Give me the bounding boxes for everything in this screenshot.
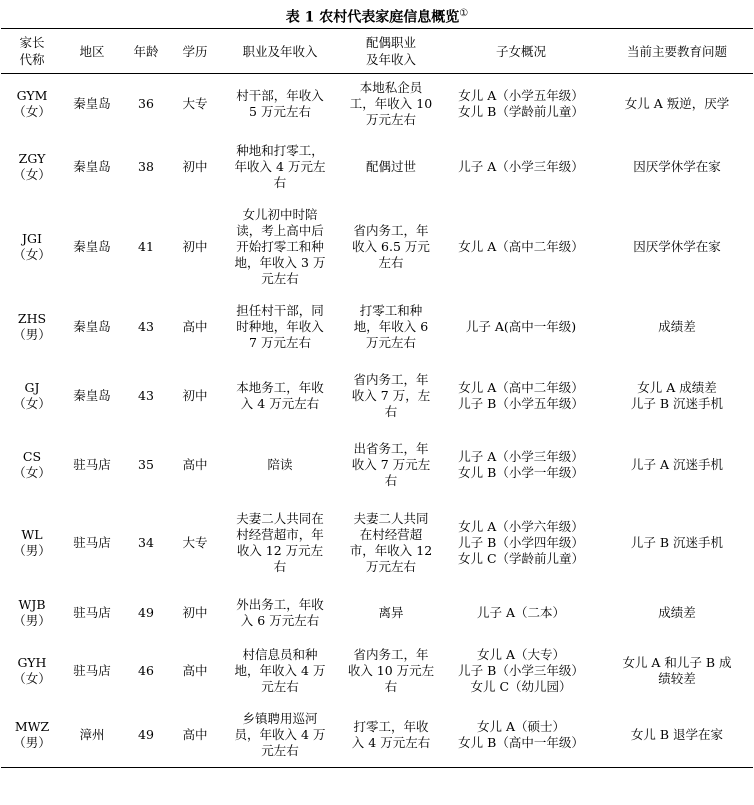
table-row bbox=[1, 294, 753, 360]
cell-text: 万元左右 bbox=[365, 334, 416, 350]
education-cell bbox=[171, 432, 219, 498]
education-cell bbox=[171, 74, 219, 134]
cell-text: （女） bbox=[13, 103, 51, 119]
cell-text: 女儿 A（硕士） bbox=[476, 719, 565, 735]
education-cell bbox=[171, 360, 219, 432]
parent-code-cell bbox=[1, 360, 63, 432]
cell-text: 夫妻二人共同 bbox=[353, 510, 429, 526]
region-cell bbox=[63, 498, 121, 588]
cell-text: 秦皇岛 bbox=[73, 318, 111, 334]
cell-text: 成绩差 bbox=[658, 318, 696, 334]
cell-text: 秦皇岛 bbox=[73, 158, 111, 174]
cell-text: 儿子 B（小学五年级） bbox=[458, 395, 584, 411]
cell-text: 初中 bbox=[182, 387, 208, 403]
cell-text: 年收入 4 万元左 bbox=[234, 158, 326, 174]
cell-text: 漳州 bbox=[79, 727, 105, 743]
cell-text: 入 4 万元左右 bbox=[240, 395, 320, 411]
cell-text: 38 bbox=[138, 158, 154, 174]
spouse-job-income-cell bbox=[341, 704, 441, 768]
cell-text: 出省务工，年 bbox=[353, 440, 429, 456]
cell-text: 7 万元左右 bbox=[249, 334, 311, 350]
cell-text: ZHS bbox=[17, 310, 47, 326]
cell-text: 女儿 B（小学一年级） bbox=[458, 464, 584, 480]
table-row bbox=[1, 432, 753, 498]
region-cell bbox=[63, 134, 121, 200]
cell-text: 高中 bbox=[182, 456, 208, 472]
parent-code-cell bbox=[1, 200, 63, 294]
cell-text: 女儿 A 和儿子 B 成 bbox=[622, 654, 732, 670]
cell-text: 初中 bbox=[182, 158, 208, 174]
children-cell bbox=[441, 588, 601, 638]
cell-text: 女儿 A（高中二年级） bbox=[458, 238, 584, 254]
cell-text: 村经营超市，年 bbox=[236, 526, 324, 542]
age-cell bbox=[121, 432, 171, 498]
cell-text: （女） bbox=[13, 464, 51, 480]
spouse-job-income-cell bbox=[341, 638, 441, 704]
cell-text: 女儿 C（幼儿园） bbox=[470, 678, 572, 694]
cell-text: 开始打零工和种 bbox=[236, 238, 324, 254]
cell-text: 儿子 A(高中一年级) bbox=[465, 318, 577, 334]
children-cell bbox=[441, 134, 601, 200]
age-cell bbox=[121, 704, 171, 768]
region-cell bbox=[63, 294, 121, 360]
spouse-job-income-cell bbox=[341, 294, 441, 360]
parent-code-cell bbox=[1, 74, 63, 134]
cell-text: 儿子 A（小学三年级） bbox=[458, 448, 584, 464]
cell-text: 女儿 B（学龄前儿童） bbox=[458, 103, 584, 119]
cell-text: 因厌学休学在家 bbox=[633, 158, 721, 174]
job-income-cell bbox=[219, 200, 341, 294]
cell-text: GYM bbox=[16, 87, 48, 103]
table-row bbox=[1, 498, 753, 588]
spouse-job-income-cell bbox=[341, 200, 441, 294]
education-issue-cell bbox=[601, 74, 753, 134]
age-cell bbox=[121, 74, 171, 134]
table-row bbox=[1, 704, 753, 768]
cell-text: 驻马店 bbox=[73, 534, 111, 550]
cell-text: 因厌学休学在家 bbox=[633, 238, 721, 254]
cell-text: ZGY bbox=[18, 150, 46, 166]
cell-text: 驻马店 bbox=[73, 604, 111, 620]
education-issue-cell bbox=[601, 134, 753, 200]
cell-text: 女儿 A 叛逆，厌学 bbox=[624, 95, 730, 111]
cell-text: （男） bbox=[13, 612, 51, 628]
cell-text: 高中 bbox=[182, 318, 208, 334]
cell-text: 种地和打零工， bbox=[236, 142, 324, 158]
education-cell bbox=[171, 134, 219, 200]
spouse-job-income-cell bbox=[341, 498, 441, 588]
region-cell bbox=[63, 74, 121, 134]
job-income-cell bbox=[219, 588, 341, 638]
cell-text: 初中 bbox=[182, 238, 208, 254]
education-cell bbox=[171, 704, 219, 768]
column-header bbox=[601, 29, 753, 74]
cell-text: 村干部，年收入 bbox=[236, 87, 324, 103]
cell-text: GYH bbox=[17, 654, 47, 670]
parent-code-cell bbox=[1, 294, 63, 360]
region-cell bbox=[63, 704, 121, 768]
job-income-cell bbox=[219, 432, 341, 498]
cell-text: 儿子 B（小学三年级） bbox=[458, 662, 584, 678]
table-title: 表 1 农村代表家庭信息概览 bbox=[285, 9, 460, 26]
job-income-cell bbox=[219, 134, 341, 200]
cell-text: 绩较差 bbox=[658, 670, 696, 686]
cell-text: 43 bbox=[138, 318, 154, 334]
cell-text: 本地私企员 bbox=[359, 79, 423, 95]
cell-text: 41 bbox=[138, 238, 154, 254]
cell-text: 儿子 A 沉迷手机 bbox=[631, 456, 723, 472]
education-issue-cell bbox=[601, 360, 753, 432]
job-income-cell bbox=[219, 360, 341, 432]
cell-text: 村信息员和种 bbox=[242, 646, 318, 662]
cell-text: 儿子 B（小学四年级） bbox=[458, 534, 584, 550]
education-issue-cell bbox=[601, 704, 753, 768]
cell-text: 34 bbox=[138, 534, 154, 550]
cell-text: 配偶过世 bbox=[365, 158, 416, 174]
cell-text: 35 bbox=[138, 456, 154, 472]
cell-text: 元左右 bbox=[261, 743, 299, 759]
column-header bbox=[63, 29, 121, 74]
spouse-job-income-cell bbox=[341, 432, 441, 498]
spouse-job-income-cell bbox=[341, 360, 441, 432]
cell-text: 工，年收入 10 bbox=[349, 95, 433, 111]
cell-text: WJB bbox=[18, 596, 46, 612]
education-cell bbox=[171, 294, 219, 360]
table-row bbox=[1, 588, 753, 638]
cell-text: 女儿 A（小学五年级） bbox=[458, 87, 584, 103]
children-cell bbox=[441, 294, 601, 360]
job-income-cell bbox=[219, 704, 341, 768]
cell-text: 左右 bbox=[378, 254, 404, 270]
region-cell bbox=[63, 432, 121, 498]
cell-text: 秦皇岛 bbox=[73, 387, 111, 403]
spouse-job-income-cell bbox=[341, 134, 441, 200]
column-header bbox=[219, 29, 341, 74]
cell-text: 女儿 C（学龄前儿童） bbox=[457, 550, 585, 566]
cell-text: 驻马店 bbox=[73, 456, 111, 472]
cell-text: 43 bbox=[138, 387, 154, 403]
cell-text: 省内务工，年 bbox=[353, 646, 429, 662]
cell-text: 成绩差 bbox=[658, 604, 696, 620]
cell-text: 时种地，年收入 bbox=[236, 318, 324, 334]
cell-text: 儿子 A（二本） bbox=[476, 604, 565, 620]
cell-text: 夫妻二人共同在 bbox=[236, 510, 324, 526]
column-header bbox=[441, 29, 601, 74]
cell-text: 右 bbox=[384, 678, 398, 694]
cell-text: 收入 6.5 万元 bbox=[352, 238, 430, 254]
cell-text: 49 bbox=[138, 727, 154, 743]
cell-text: （女） bbox=[13, 166, 51, 182]
cell-text: 地，年收入 4 万 bbox=[234, 662, 326, 678]
region-cell bbox=[63, 638, 121, 704]
column-header-text: 家长 bbox=[19, 35, 45, 50]
cell-text: 万元左右 bbox=[365, 558, 416, 574]
table-row bbox=[1, 638, 753, 704]
parent-code-cell bbox=[1, 588, 63, 638]
parent-code-cell bbox=[1, 498, 63, 588]
footnote-marker: ① bbox=[459, 8, 469, 19]
job-income-cell bbox=[219, 74, 341, 134]
cell-text: 员，年收入 4 万 bbox=[234, 727, 326, 743]
children-cell bbox=[441, 498, 601, 588]
cell-text: 右 bbox=[384, 403, 398, 419]
region-cell bbox=[63, 360, 121, 432]
cell-text: 36 bbox=[138, 95, 154, 111]
spouse-job-income-cell bbox=[341, 588, 441, 638]
cell-text: （女） bbox=[13, 670, 51, 686]
cell-text: 女儿初中时陪 bbox=[242, 206, 318, 222]
children-cell bbox=[441, 200, 601, 294]
cell-text: 右 bbox=[273, 174, 287, 190]
table-row bbox=[1, 360, 753, 432]
cell-text: 万元左右 bbox=[365, 111, 416, 127]
column-header-text: 地区 bbox=[79, 43, 105, 59]
cell-text: 初中 bbox=[182, 604, 208, 620]
age-cell bbox=[121, 134, 171, 200]
cell-text: 49 bbox=[138, 604, 154, 620]
cell-text: 入 4 万元左右 bbox=[351, 735, 431, 751]
table-body bbox=[1, 74, 753, 768]
cell-text: 担任村干部，同 bbox=[236, 302, 324, 318]
parent-code-cell bbox=[1, 432, 63, 498]
cell-text: 元左右 bbox=[261, 678, 299, 694]
cell-text: 省内务工，年 bbox=[353, 222, 429, 238]
table-row bbox=[1, 134, 753, 200]
cell-text: （男） bbox=[13, 326, 51, 342]
education-cell bbox=[171, 200, 219, 294]
cell-text: 右 bbox=[384, 472, 398, 488]
cell-text: 收入 7 万，左 bbox=[351, 387, 431, 403]
education-issue-cell bbox=[601, 294, 753, 360]
education-issue-cell bbox=[601, 588, 753, 638]
cell-text: 驻马店 bbox=[73, 662, 111, 678]
education-issue-cell bbox=[601, 432, 753, 498]
cell-text: 大专 bbox=[182, 95, 208, 111]
cell-text: 高中 bbox=[182, 727, 208, 743]
cell-text: 女儿 A（高中二年级） bbox=[458, 379, 584, 395]
job-income-cell bbox=[219, 498, 341, 588]
education-cell bbox=[171, 588, 219, 638]
cell-text: 秦皇岛 bbox=[73, 95, 111, 111]
parent-code-cell bbox=[1, 134, 63, 200]
education-issue-cell bbox=[601, 498, 753, 588]
children-cell bbox=[441, 432, 601, 498]
cell-text: （男） bbox=[13, 542, 51, 558]
cell-text: 打零工，年收 bbox=[353, 719, 429, 735]
cell-text: 女儿 B（高中一年级） bbox=[458, 735, 584, 751]
column-header-text: 代称 bbox=[19, 52, 45, 67]
column-header bbox=[171, 29, 219, 74]
cell-text: 元左右 bbox=[261, 270, 299, 286]
cell-text: 儿子 B 沉迷手机 bbox=[630, 395, 724, 411]
cell-text: 儿子 A（小学三年级） bbox=[458, 158, 584, 174]
cell-text: 读，考上高中后 bbox=[236, 222, 324, 238]
education-issue-cell bbox=[601, 638, 753, 704]
age-cell bbox=[121, 294, 171, 360]
cell-text: 省内务工，年 bbox=[353, 371, 429, 387]
cell-text: 市，年收入 12 bbox=[349, 542, 433, 558]
cell-text: 女儿 A 成绩差 bbox=[637, 379, 717, 395]
table-caption bbox=[0, 0, 754, 28]
cell-text: 女儿 B 退学在家 bbox=[630, 727, 724, 743]
cell-text: MWZ bbox=[14, 719, 50, 735]
cell-text: 陪读 bbox=[267, 456, 293, 472]
cell-text: 46 bbox=[138, 662, 154, 678]
cell-text: 秦皇岛 bbox=[73, 238, 111, 254]
education-cell bbox=[171, 638, 219, 704]
cell-text: 女儿 A（大专） bbox=[476, 646, 565, 662]
cell-text: 5 万元左右 bbox=[249, 103, 311, 119]
cell-text: 高中 bbox=[182, 662, 208, 678]
cell-text: 打零工和种 bbox=[359, 302, 423, 318]
children-cell bbox=[441, 638, 601, 704]
cell-text: 外出务工，年收 bbox=[236, 596, 324, 612]
parent-code-cell bbox=[1, 638, 63, 704]
region-cell bbox=[63, 200, 121, 294]
column-header bbox=[341, 29, 441, 74]
column-header-text: 及年收入 bbox=[365, 52, 416, 67]
age-cell bbox=[121, 360, 171, 432]
cell-text: JGI bbox=[22, 230, 42, 246]
cell-text: CS bbox=[22, 448, 42, 464]
children-cell bbox=[441, 704, 601, 768]
cell-text: 在村经营超 bbox=[359, 526, 423, 542]
job-income-cell bbox=[219, 294, 341, 360]
column-header-text: 职业及年收入 bbox=[242, 43, 318, 59]
job-income-cell bbox=[219, 638, 341, 704]
column-header-text: 年龄 bbox=[133, 43, 159, 59]
cell-text: 女儿 A（小学六年级） bbox=[458, 518, 584, 534]
cell-text: （女） bbox=[13, 246, 51, 262]
cell-text: 地，年收入 6 bbox=[353, 318, 429, 334]
age-cell bbox=[121, 638, 171, 704]
cell-text: 地，年收入 3 万 bbox=[234, 254, 326, 270]
cell-text: GJ bbox=[24, 379, 40, 395]
cell-text: （女） bbox=[13, 395, 51, 411]
cell-text: 入 6 万元左右 bbox=[240, 612, 320, 628]
age-cell bbox=[121, 588, 171, 638]
spouse-job-income-cell bbox=[341, 74, 441, 134]
cell-text: 大专 bbox=[182, 534, 208, 550]
column-header-text: 当前主要教育问题 bbox=[626, 43, 727, 59]
cell-text: WL bbox=[21, 526, 43, 542]
cell-text: 离异 bbox=[378, 604, 404, 620]
column-header-text: 配偶职业 bbox=[365, 35, 416, 50]
children-cell bbox=[441, 74, 601, 134]
cell-text: 本地务工，年收 bbox=[236, 379, 324, 395]
cell-text: 右 bbox=[273, 558, 287, 574]
family-info-table bbox=[1, 28, 753, 768]
cell-text: 收入 7 万元左 bbox=[351, 456, 431, 472]
table-row bbox=[1, 200, 753, 294]
column-header bbox=[1, 29, 63, 74]
column-header-text: 子女概况 bbox=[495, 43, 546, 59]
education-cell bbox=[171, 498, 219, 588]
education-issue-cell bbox=[601, 200, 753, 294]
cell-text: 乡镇聘用巡河 bbox=[242, 711, 318, 727]
age-cell bbox=[121, 200, 171, 294]
parent-code-cell bbox=[1, 704, 63, 768]
region-cell bbox=[63, 588, 121, 638]
column-header-text: 学历 bbox=[182, 43, 208, 59]
children-cell bbox=[441, 360, 601, 432]
cell-text: （男） bbox=[13, 735, 51, 751]
column-header bbox=[121, 29, 171, 74]
header-row bbox=[1, 29, 753, 74]
cell-text: 收入 10 万元左 bbox=[347, 662, 435, 678]
table-row bbox=[1, 74, 753, 134]
cell-text: 收入 12 万元左 bbox=[236, 542, 324, 558]
cell-text: 儿子 B 沉迷手机 bbox=[630, 534, 724, 550]
age-cell bbox=[121, 498, 171, 588]
